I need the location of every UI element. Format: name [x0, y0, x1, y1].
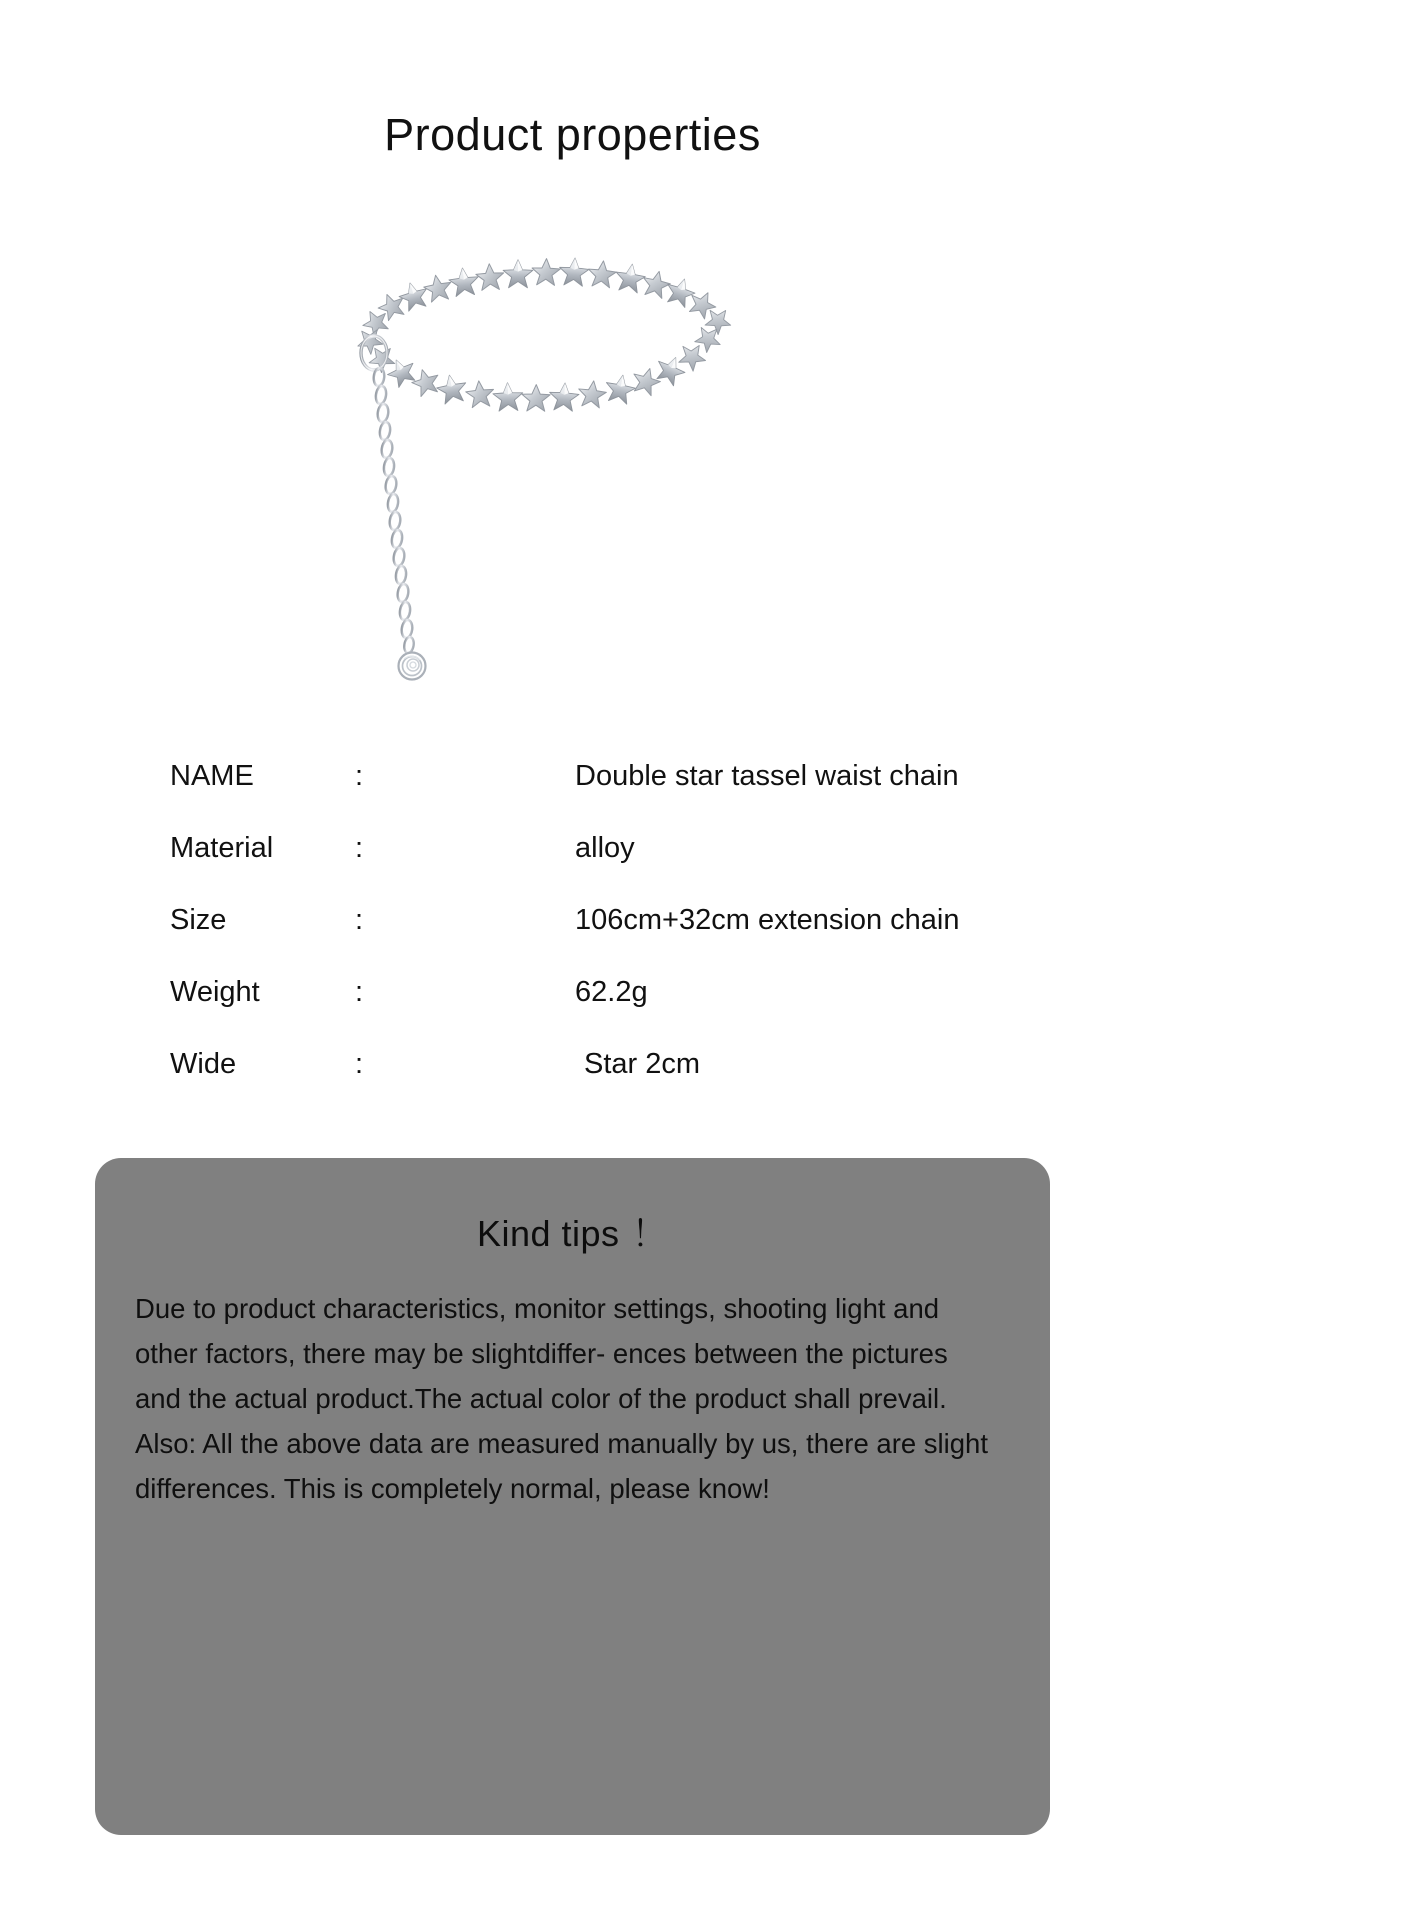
spec-table	[170, 760, 1070, 1120]
kind-tips-line: Due to product characteristics, monitor settings, shooting light and	[135, 1293, 940, 1324]
spec-value: Double star tassel waist chain	[575, 760, 959, 792]
kind-tips-panel	[95, 1158, 1050, 1835]
kind-tips-line: differences. This is completely normal, please know!	[135, 1473, 770, 1504]
spec-label: Size	[170, 904, 227, 936]
spec-row-material	[170, 832, 1070, 904]
rose-charm	[399, 653, 426, 680]
spec-separator: :	[355, 760, 364, 792]
spec-row-name	[170, 760, 1070, 832]
exclamation-mark: ！	[631, 1213, 669, 1254]
spec-label: Weight	[170, 976, 260, 1008]
spec-row-size	[170, 904, 1070, 976]
spec-value: 106cm+32cm extension chain	[575, 904, 960, 936]
spec-label: Material	[170, 832, 274, 864]
kind-tips-body	[135, 1286, 1020, 1511]
kind-tips-line: and the actual product.The actual color of the product shall prevail.	[135, 1383, 947, 1414]
spec-row-wide	[170, 1048, 1070, 1120]
kind-tips-line: other factors, there may be slightdiffer- ences between the pictures	[135, 1338, 948, 1369]
product-image	[330, 245, 850, 725]
kind-tips-heading	[95, 1206, 1050, 1257]
spec-separator: :	[355, 1048, 364, 1080]
spec-separator: :	[355, 832, 364, 864]
star-chain-upper	[359, 257, 736, 339]
spec-value: alloy	[575, 832, 635, 864]
extension-chain	[373, 368, 415, 654]
spec-label: NAME	[170, 760, 254, 792]
star-chain-lower	[352, 321, 726, 412]
spec-label: Wide	[170, 1048, 237, 1080]
page-title: Product properties	[384, 109, 761, 160]
spec-value: 62.2g	[575, 976, 648, 1008]
spec-separator: :	[355, 904, 364, 936]
spec-value: Star 2cm	[584, 1048, 701, 1080]
spec-separator: :	[355, 976, 364, 1008]
spec-row-weight	[170, 976, 1070, 1048]
kind-tips-heading-text: Kind tips	[476, 1213, 620, 1254]
kind-tips-line: Also: All the above data are measured manually by us, there are slight	[135, 1428, 988, 1459]
